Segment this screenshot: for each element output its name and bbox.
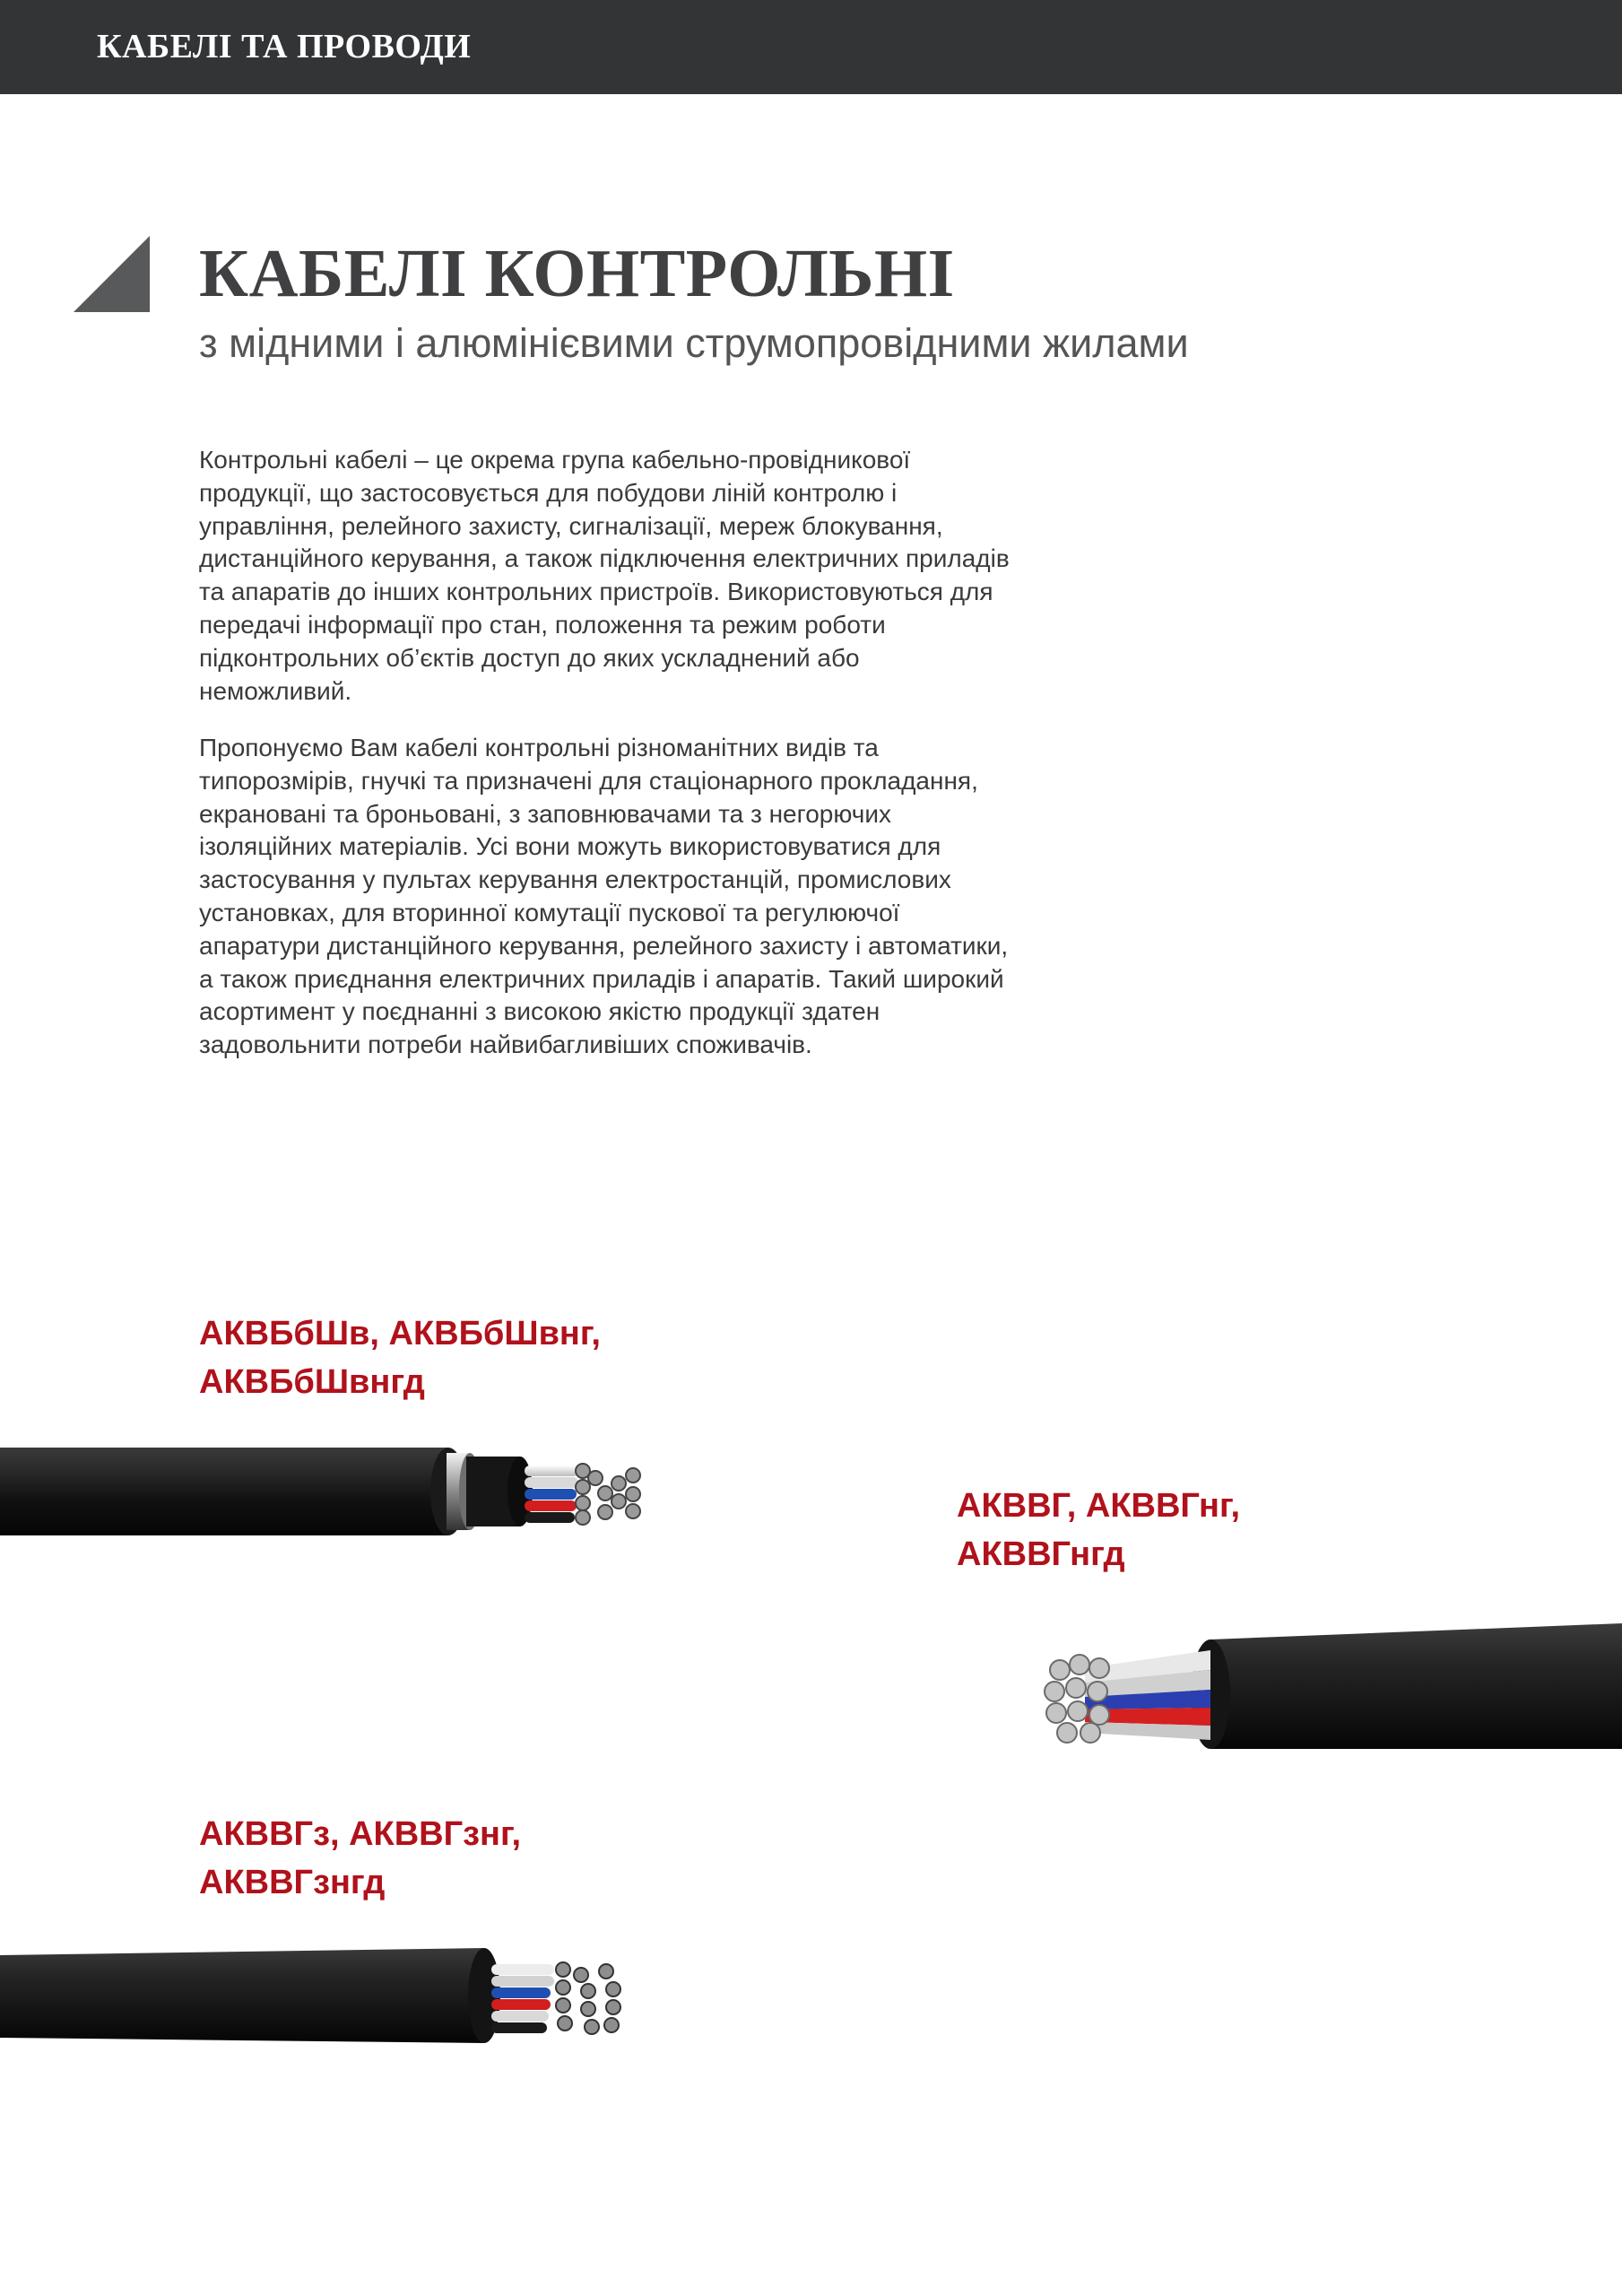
- product-label-akvbbshv: [199, 1309, 601, 1406]
- paragraph-line: застосування у пультах керування електростанцій, промислових: [199, 865, 951, 894]
- intro-paragraph: [199, 444, 1132, 708]
- paragraph-line: установках, для вторинної комутації пускової та регулюючої: [199, 898, 900, 926]
- filled-cable-image: [0, 1928, 646, 2063]
- paragraph-line: асортимент у поєднанні з високою якістю продукції здатен: [199, 997, 880, 1026]
- title-triangle-icon: [74, 236, 150, 312]
- paragraph-line: а також приєднання електричних приладів і апаратів. Такий широкий: [199, 964, 1004, 993]
- paragraph-line: передачі інформації про стан, положення та режим роботи: [199, 610, 886, 639]
- paragraph-line: типорозмірів, гнучкі та призначені для стаціонарного прокладання,: [199, 766, 978, 795]
- page-title: КАБЕЛІ КОНТРОЛЬНІ: [199, 236, 955, 311]
- product-label-akvvg: [957, 1482, 1240, 1578]
- paragraph-line: Контрольні кабелі – це окрема група кабельно-провідникової: [199, 446, 911, 474]
- header-bar: [0, 0, 1622, 94]
- paragraph-line: підконтрольних об’єктів доступ до яких ускладнений або: [199, 643, 860, 672]
- section-title: КАБЕЛІ ТА ПРОВОДИ: [97, 28, 472, 65]
- paragraph-line: екрановані та броньовані, з заповнювачами та з негорючих: [199, 799, 891, 828]
- control-cable-image: [1004, 1614, 1622, 1776]
- product-label-line: АКВВГз, АКВВГзнг,: [199, 1815, 522, 1853]
- product-label-line: АКВВГ, АКВВГнг,: [957, 1487, 1241, 1525]
- paragraph-line: апаратури дистанційного керування, релейного захисту і автоматики,: [199, 931, 1009, 960]
- paragraph-line: та апаратів до інших контрольних пристроїв. Використовуються для: [199, 578, 993, 606]
- paragraph-line: дистанційного керування, а також підключення електричних приладів: [199, 544, 1010, 573]
- product-label-line: АКВБбШвнгд: [199, 1363, 425, 1401]
- paragraph-line: ізоляційних матеріалів. Усі вони можуть використовуватися для: [199, 832, 941, 861]
- product-label-line: АКВВГнгд: [957, 1535, 1125, 1573]
- paragraph-line: неможливий.: [199, 676, 352, 705]
- paragraph-line: продукції, що застосовується для побудови ліній контролю і: [199, 478, 898, 507]
- product-label-line: АКВВГзнгд: [199, 1864, 386, 1901]
- paragraph-line: Пропонуємо Вам кабелі контрольні різноманітних видів та: [199, 734, 879, 761]
- paragraph-line: задовольнити потреби найвибагливіших споживачів.: [199, 1031, 812, 1059]
- product-label-akvvgz: [199, 1810, 521, 1907]
- armored-cable-image: [0, 1426, 681, 1561]
- page-subtitle: з мідними і алюмінієвими струмопровідними жилами: [199, 320, 1189, 366]
- product-label-line: АКВБбШв, АКВБбШвнг,: [199, 1315, 601, 1352]
- offer-paragraph: [199, 732, 1132, 1062]
- paragraph-line: управління, релейного захисту, сигналізації, мереж блокування,: [199, 511, 943, 540]
